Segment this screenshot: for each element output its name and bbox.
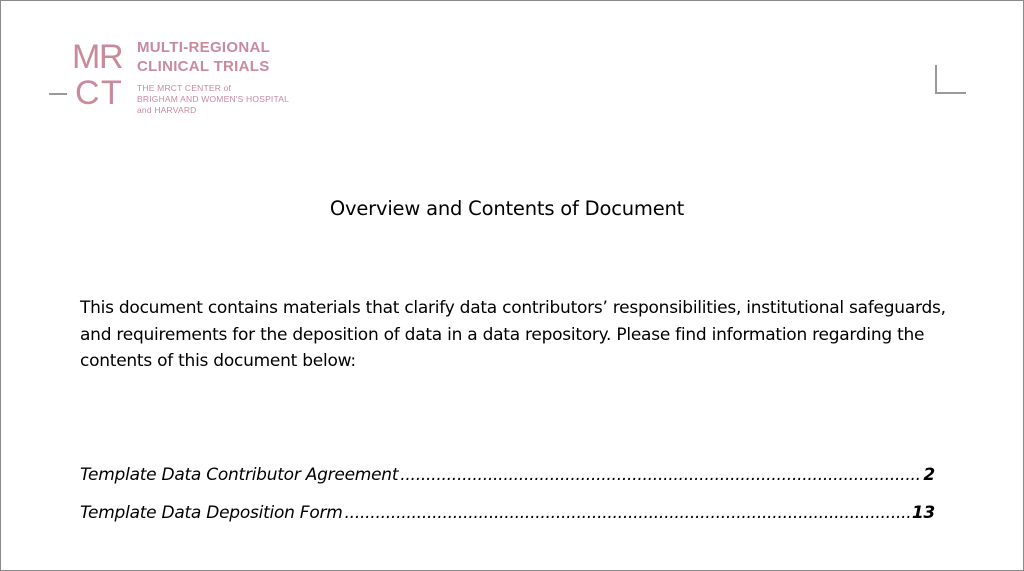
table-of-contents xyxy=(80,465,935,541)
toc-dot-leader xyxy=(345,503,910,523)
logo-title-line-2: CLINICAL TRIALS xyxy=(137,58,270,75)
logo-subtitle-line-2: BRIGHAM AND WOMEN'S HOSPITAL xyxy=(137,94,290,104)
intro-paragraph: This document contains materials that clarify data contributors’ responsibilities, institutional safeguards, and requirements for the deposition of data in a data repository. Please find information regarding the contents of this document below: xyxy=(80,298,946,371)
toc-entry-page: 2 xyxy=(923,465,935,485)
logo-letter-r: R xyxy=(99,38,124,76)
toc-dot-leader xyxy=(400,465,921,485)
toc-entry[interactable] xyxy=(80,465,935,503)
toc-entry[interactable] xyxy=(80,503,935,541)
document-title: Overview and Contents of Document xyxy=(329,197,685,220)
toc-entry-page: 13 xyxy=(911,503,935,523)
logo-subtitle-line-1: THE MRCT CENTER of xyxy=(137,83,232,93)
logo-title-line-1: MULTI-REGIONAL xyxy=(137,39,271,56)
margin-crop-mark-right-horizontal xyxy=(935,92,966,94)
logo-letter-c: C xyxy=(75,74,100,110)
mrct-logo-mark xyxy=(71,38,129,110)
mrct-logo xyxy=(71,38,321,118)
logo-subtitle xyxy=(137,83,289,116)
logo-letter-m: M xyxy=(72,38,101,76)
logo-title xyxy=(137,38,270,76)
logo-subtitle-line-3: and HARVARD xyxy=(137,105,197,115)
logo-letter-t: T xyxy=(101,74,122,110)
toc-entry-label: Template Data Deposition Form xyxy=(80,503,343,523)
toc-entry-label: Template Data Contributor Agreement xyxy=(80,465,399,485)
margin-crop-mark-right-vertical xyxy=(935,65,937,94)
margin-crop-mark-left xyxy=(49,93,67,95)
